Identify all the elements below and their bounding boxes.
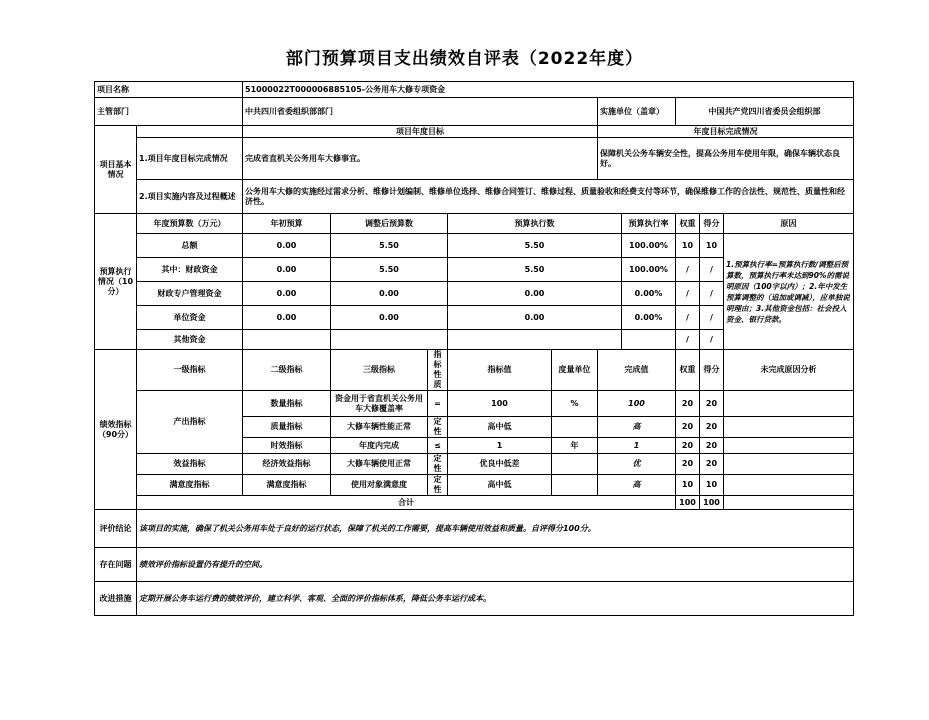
budget-row-name: 单位资金 — [137, 306, 243, 330]
perf-l3: 年度内完成 — [331, 438, 428, 454]
perf-value: 优良中低差 — [448, 454, 552, 475]
perf-weight: 20 — [676, 391, 700, 417]
perf-output-label: 产出指标 — [137, 391, 243, 454]
project-name-label: 项目名称 — [95, 82, 243, 98]
budget-row-name: 总额 — [137, 234, 243, 258]
perf-nature: 定性 — [428, 454, 448, 475]
problem-label: 存在问题 — [95, 548, 137, 582]
perf-unit: % — [552, 391, 598, 417]
budget-row-rate: 100.00% — [622, 258, 676, 282]
perf-l3: 资金用于省直机关公务用车大修覆盖率 — [331, 391, 428, 417]
perf-weight: 20 — [676, 454, 700, 475]
perf-unit — [552, 454, 598, 475]
perf-h6: 完成值 — [598, 350, 676, 391]
perf-h5: 度量单位 — [552, 350, 598, 391]
perf-row — [95, 475, 854, 496]
perf-h4: 指标值 — [448, 350, 552, 391]
budget-row-adjusted — [331, 330, 448, 350]
budget-row-rate: 0.00% — [622, 282, 676, 306]
budget-row-adjusted: 5.50 — [331, 234, 448, 258]
perf-nature: = — [428, 391, 448, 417]
budget-row-executed: 0.00 — [448, 306, 622, 330]
perf-score: 10 — [700, 475, 724, 496]
problem-row — [95, 548, 854, 582]
budget-reason: 1.预算执行率=预算执行数/调整后预算数，预算执行率未达到90%的需说明原因（100字以内）；2.年中发生预算调整的（追加或调减），应单独说明理由；3.其他资金包括：社会投入资金、银行贷款。 — [724, 234, 854, 350]
perf-h8: 得分 — [700, 350, 724, 391]
perf-total-row — [95, 496, 854, 510]
perf-reason — [724, 475, 854, 496]
perf-h1: 二级指标 — [243, 350, 331, 391]
basic-goal-header: 项目年度目标 — [243, 126, 598, 138]
budget-row-adjusted: 0.00 — [331, 282, 448, 306]
perf-h3: 指标性质 — [428, 350, 448, 391]
perf-h2: 三级指标 — [331, 350, 428, 391]
budget-row-initial: 0.00 — [243, 306, 331, 330]
budget-row-score: / — [700, 306, 724, 330]
basic-row1-label: 1.项目年度目标完成情况 — [137, 138, 243, 180]
perf-satisfaction-l1: 满意度指标 — [137, 475, 243, 496]
perf-done: 高 — [598, 417, 676, 438]
perf-l2: 数量指标 — [243, 391, 331, 417]
conclusion-row — [95, 510, 854, 548]
budget-row-weight: 10 — [676, 234, 700, 258]
perf-l3: 大修车辆使用正常 — [331, 454, 428, 475]
perf-unit — [552, 475, 598, 496]
perf-reason — [724, 391, 854, 417]
budget-header-row — [95, 214, 854, 234]
budget-h6: 得分 — [700, 214, 724, 234]
basic-row1-done: 保障机关公务车辆安全性，提高公务用车使用年限，确保车辆状态良好。 — [598, 138, 854, 180]
budget-row-weight: / — [676, 306, 700, 330]
budget-row-executed — [448, 330, 622, 350]
perf-weight: 20 — [676, 438, 700, 454]
perf-reason — [724, 417, 854, 438]
perf-l2: 质量指标 — [243, 417, 331, 438]
budget-row-executed: 0.00 — [448, 282, 622, 306]
conclusion-label: 评价结论 — [95, 510, 137, 548]
budget-row-adjusted: 0.00 — [331, 306, 448, 330]
budget-row-initial — [243, 330, 331, 350]
perf-total-reason — [724, 496, 854, 510]
perf-unit: 年 — [552, 438, 598, 454]
perf-total-weight: 100 — [676, 496, 700, 510]
perf-value: 高中低 — [448, 417, 552, 438]
perf-score: 20 — [700, 438, 724, 454]
perf-score: 20 — [700, 417, 724, 438]
perf-unit — [552, 417, 598, 438]
budget-h0: 年度预算数（万元） — [137, 214, 243, 234]
perf-score: 20 — [700, 391, 724, 417]
conclusion-text: 该项目的实施，确保了机关公务用车处于良好的运行状态，保障了机关的工作需要，提高车辆使用效益和质量。自评得分100分。 — [137, 510, 854, 548]
budget-row — [95, 234, 854, 258]
perf-weight: 10 — [676, 475, 700, 496]
budget-row-score: / — [700, 330, 724, 350]
basic-label: 项目基本情况 — [95, 126, 137, 214]
perf-row — [95, 454, 854, 475]
measure-text: 定期开展公务车运行费的绩效评价，建立科学、客观、全面的评价指标体系，降低公务车运行成本。 — [137, 582, 854, 616]
perf-done: 高 — [598, 475, 676, 496]
perf-benefit-l1: 效益指标 — [137, 454, 243, 475]
perf-l3: 大修车辆性能正常 — [331, 417, 428, 438]
perf-header-row — [95, 350, 854, 391]
basic-row2-text: 公务用车大修的实施经过需求分析、维修计划编制、维修单位选择、维修合同签订、维修过程、质量验收和经费支付等环节，确保维修工作的合法性、规范性、质量性和经济性。 — [243, 180, 854, 214]
budget-row-score: / — [700, 282, 724, 306]
page-title: 部门预算项目支出绩效自评表（2022年度） — [285, 49, 644, 69]
measure-row — [95, 582, 854, 616]
perf-weight: 20 — [676, 417, 700, 438]
perf-l2: 满意度指标 — [243, 475, 331, 496]
performance-table — [94, 81, 854, 616]
basic-row1-goal: 完成省直机关公务用车大修事宜。 — [243, 138, 598, 180]
measure-label: 改进措施 — [95, 582, 137, 616]
perf-value: 高中低 — [448, 475, 552, 496]
budget-row-score: / — [700, 258, 724, 282]
budget-row-weight: / — [676, 330, 700, 350]
budget-row-adjusted: 5.50 — [331, 258, 448, 282]
dept-value: 中共四川省委组织部部门 — [243, 98, 598, 126]
budget-row-weight: / — [676, 282, 700, 306]
perf-row — [95, 391, 854, 417]
perf-value: 100 — [448, 391, 552, 417]
perf-nature: ≤ — [428, 438, 448, 454]
perf-done: 优 — [598, 454, 676, 475]
budget-row-initial: 0.00 — [243, 258, 331, 282]
budget-h1: 年初预算 — [243, 214, 331, 234]
project-name-row — [95, 82, 854, 98]
perf-l3: 使用对象满意度 — [331, 475, 428, 496]
budget-row-initial: 0.00 — [243, 282, 331, 306]
budget-row-initial: 0.00 — [243, 234, 331, 258]
basic-header-row — [95, 126, 854, 138]
problem-text: 绩效评价指标设置仍有提升的空间。 — [137, 548, 854, 582]
budget-h7: 原因 — [724, 214, 854, 234]
budget-row-name: 其他资金 — [137, 330, 243, 350]
perf-done: 100 — [598, 391, 676, 417]
perf-value: 1 — [448, 438, 552, 454]
perf-label: 绩效指标（90分） — [95, 350, 137, 510]
perf-total-score: 100 — [700, 496, 724, 510]
perf-h0: 一级指标 — [137, 350, 243, 391]
dept-row — [95, 98, 854, 126]
budget-h4: 预算执行率 — [622, 214, 676, 234]
perf-nature: 定性 — [428, 475, 448, 496]
perf-reason — [724, 438, 854, 454]
perf-score: 20 — [700, 454, 724, 475]
budget-row-name: 其中：财政资金 — [137, 258, 243, 282]
budget-row-executed: 5.50 — [448, 234, 622, 258]
perf-l2: 经济效益指标 — [243, 454, 331, 475]
perf-l2: 时效指标 — [243, 438, 331, 454]
budget-row-rate: 100.00% — [622, 234, 676, 258]
impl-label: 实施单位（盖章） — [598, 98, 676, 126]
dept-label: 主管部门 — [95, 98, 243, 126]
budget-row-score: 10 — [700, 234, 724, 258]
impl-value: 中国共产党四川省委员会组织部 — [676, 98, 854, 126]
perf-reason — [724, 454, 854, 475]
budget-h2: 调整后预算数 — [331, 214, 448, 234]
perf-nature: 定性 — [428, 417, 448, 438]
perf-total-label: 合计 — [137, 496, 676, 510]
budget-label: 预算执行情况（10分） — [95, 214, 137, 350]
project-name-value: 51000022T000006885105-公务用车大修专项资金 — [243, 82, 854, 98]
budget-h3: 预算执行数 — [448, 214, 622, 234]
budget-row-executed: 5.50 — [448, 258, 622, 282]
budget-row-weight: / — [676, 258, 700, 282]
perf-h9: 未完成原因分析 — [724, 350, 854, 391]
perf-h7: 权重 — [676, 350, 700, 391]
basic-done-header: 年度目标完成情况 — [598, 126, 854, 138]
basic-row2-label: 2.项目实施内容及过程概述 — [137, 180, 243, 214]
basic-row-2 — [95, 180, 854, 214]
budget-row-name: 财政专户管理资金 — [137, 282, 243, 306]
budget-row-rate: 0.00% — [622, 306, 676, 330]
basic-row-1 — [95, 138, 854, 180]
budget-h5: 权重 — [676, 214, 700, 234]
perf-done: 1 — [598, 438, 676, 454]
budget-row-rate — [622, 330, 676, 350]
